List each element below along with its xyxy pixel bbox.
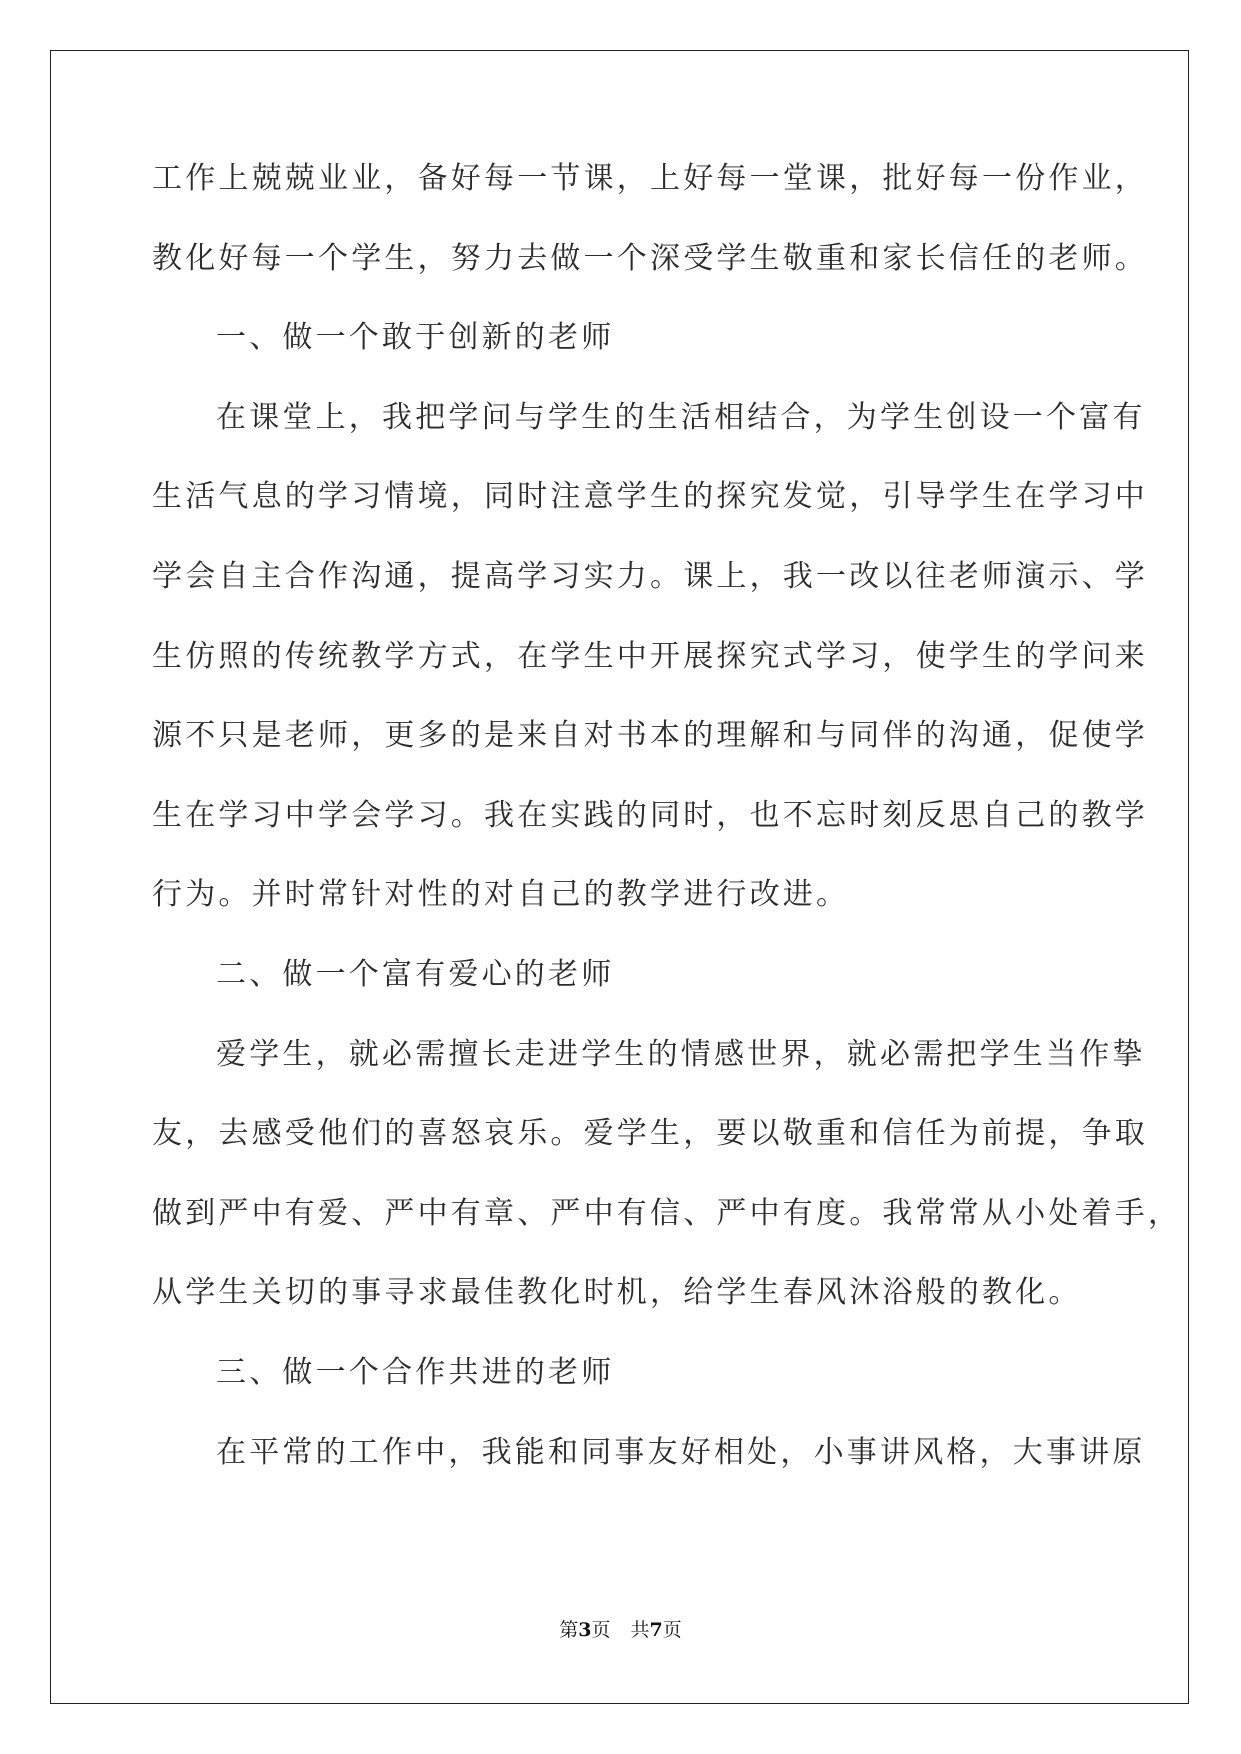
text-line: 行为。并时常针对性的对自己的教学进行改进。 [152, 877, 850, 913]
text-line: 生活气息的学习情境，同时注意学生的探究发觉，引导学生在学习中 [152, 479, 1148, 515]
paragraph-start: 爱学生，就必需擅长走进学生的情感世界，就必需把学生当作挚 [216, 1036, 1146, 1072]
text-line: 教化好每一个学生，努力去做一个深受学生敬重和家长信任的老师。 [152, 240, 1148, 276]
text-line: 友，去感受他们的喜怒哀乐。爱学生，要以敬重和信任为前提，争取 [152, 1116, 1148, 1152]
document-body [152, 160, 1182, 1513]
total-pages: 7 [649, 1619, 663, 1641]
total-prefix: 共 [630, 1619, 650, 1641]
page-prefix: 第 [559, 1619, 579, 1641]
page-suffix: 页 [591, 1619, 611, 1641]
section-heading: 三、做一个合作共进的老师 [216, 1354, 615, 1390]
page-footer [0, 1618, 1241, 1642]
page-number: 3 [578, 1619, 592, 1641]
text-line: 生仿照的传统教学方式，在学生中开展探究式学习，使学生的学问来 [152, 638, 1148, 674]
text-line: 学会自主合作沟通，提高学习实力。课上，我一改以往老师演示、学 [152, 558, 1148, 594]
paragraph-start: 在课堂上，我把学问与学生的生活相结合，为学生创设一个富有 [216, 399, 1146, 435]
paragraph-start: 在平常的工作中，我能和同事友好相处，小事讲风格，大事讲原 [216, 1434, 1146, 1470]
text-line: 源不只是老师，更多的是来自对书本的理解和与同伴的沟通，促使学 [152, 718, 1148, 754]
text-line: 生在学习中学会学习。我在实践的同时，也不忘时刻反思自己的教学 [152, 797, 1148, 833]
text-line: 工作上兢兢业业，备好每一节课，上好每一堂课，批好每一份作业， [152, 161, 1148, 196]
section-heading: 二、做一个富有爱心的老师 [216, 956, 615, 992]
text-line: 做到严中有爱、严中有章、严中有信、严中有度。我常常从小处着手， [152, 1195, 1182, 1231]
total-suffix: 页 [662, 1619, 682, 1641]
text-line: 从学生关切的事寻求最佳教化时机，给学生春风沐浴般的教化。 [152, 1275, 1082, 1311]
section-heading: 一、做一个敢于创新的老师 [216, 320, 615, 356]
